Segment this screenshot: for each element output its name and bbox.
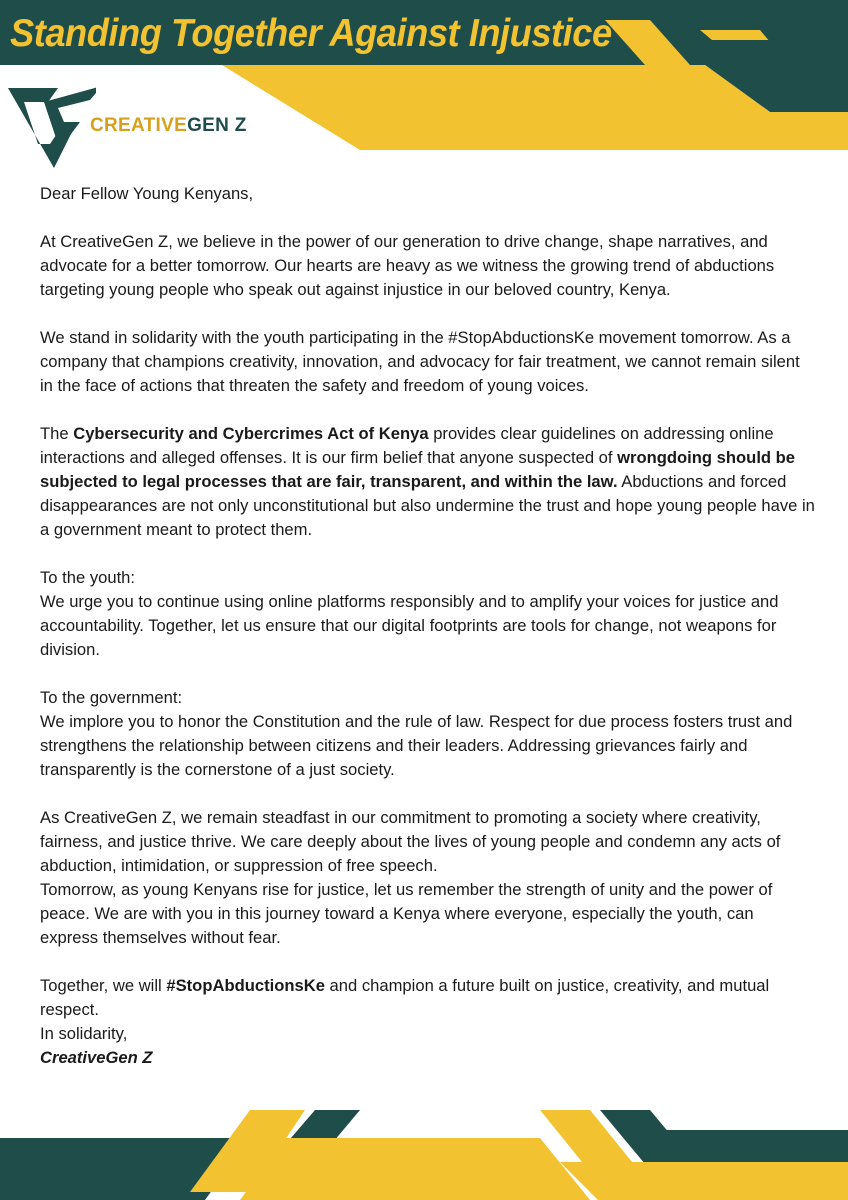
- p3-text-b: provides clear guidelines on addressing online interactions and alleged offenses. It is our firm belief that anyone suspected of: [40, 424, 774, 467]
- greeting: Dear Fellow Young Kenyans,: [40, 184, 254, 203]
- p3-text-a: The: [40, 424, 74, 443]
- p3-text-c: Abductions and forced disappearances are not only unconstitutional but also undermine the trust and hope young people have in a government meant to protect them.: [40, 472, 815, 539]
- hashtag: #StopAbductionsKe: [166, 976, 325, 995]
- legal-process-emphasis: wrongdoing should be subjected to legal processes that are fair, transparent, and within the law.: [40, 448, 796, 491]
- youth-heading: To the youth:: [40, 568, 136, 587]
- closing-paragraph: [40, 974, 815, 1022]
- logo-text-genz: GEN Z: [187, 115, 247, 136]
- cg-monogram-icon: [6, 82, 96, 172]
- paragraph-commitment: As CreativeGen Z, we remain steadfast in our commitment to promoting a society where creativity, fairness, and justice thrive. We care deeply about the lives of young people and condemn any acts of abduction, intimidation, or suppression of free speech.: [40, 808, 781, 875]
- footer-shapes: [0, 1100, 848, 1200]
- act-name: Cybersecurity and Cybercrimes Act of Kenya: [73, 424, 429, 443]
- paragraph-tomorrow: Tomorrow, as young Kenyans rise for justice, let us remember the strength of unity and the power of peace. We are with you in this journey toward a Kenya where everyone, especially the youth, can express themselves without fear.: [40, 880, 773, 947]
- closing-text-b: and champion a future built on justice, creativity, and mutual respect.: [40, 976, 770, 1019]
- government-heading: To the government:: [40, 688, 183, 707]
- signoff: In solidarity,: [40, 1024, 128, 1043]
- youth-body: We urge you to continue using online platforms responsibly and to amplify your voices for justice and accountability. Together, let us ensure that our digital footprints are tools for change, not weapons for division.: [40, 592, 779, 659]
- logo-wordmark: [90, 115, 247, 137]
- paragraph-solidarity: We stand in solidarity with the youth participating in the #StopAbductionsKe movement tomorrow. As a company that champions creativity, innovation, and advocacy for fair treatment, we cannot remain silent in the face of actions that threaten the safety and freedom of young voices.: [40, 328, 800, 395]
- company-logo: [6, 82, 246, 172]
- government-body: We implore you to honor the Constitution and the rule of law. Respect for due process fosters trust and strengthens the relationship between citizens and their leaders. Addressing grievances fairly and transparently is the cornerstone of a just society.: [40, 712, 793, 779]
- logo-text-creative: CREATIVE: [90, 115, 188, 136]
- footer-banner: [0, 1100, 848, 1200]
- closing-text-a: Together, we will: [40, 976, 167, 995]
- letter-body: [40, 182, 815, 1070]
- page-title: Standing Together Against Injustice: [10, 12, 612, 55]
- paragraph-cybersecurity: [40, 422, 815, 542]
- signature: CreativeGen Z: [40, 1048, 153, 1067]
- paragraph-intro: At CreativeGen Z, we believe in the power of our generation to drive change, shape narratives, and advocate for a better tomorrow. Our hearts are heavy as we witness the growing trend of abductions targeting young people who speak out against injustice in our beloved country, Kenya.: [40, 232, 775, 299]
